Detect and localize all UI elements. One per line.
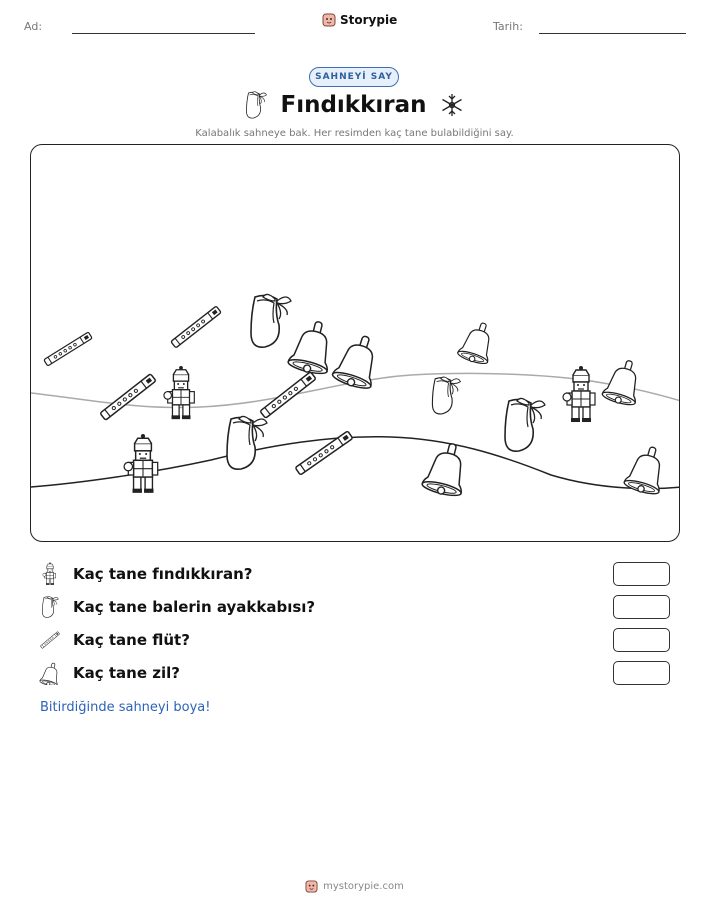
answer-box-nutcracker[interactable] [613,562,670,586]
shoe-4 [505,398,545,451]
question-text: Kaç tane zil? [73,664,180,682]
counting-scene [30,144,680,542]
footer [0,880,709,893]
bell-1 [287,317,338,377]
brand-logo [322,13,397,27]
bell-3 [456,318,498,366]
bell-2 [331,330,385,391]
page-title: Fındıkkıran [280,92,427,118]
nutcracker-3 [563,366,595,422]
flute-icon [38,628,62,652]
date-label: Tarih: [493,20,523,33]
flute-3 [100,374,156,420]
scene-artwork [31,145,680,542]
bell-4 [601,356,646,407]
bell-icon [38,661,62,685]
nutcracker-icon [38,562,62,586]
answer-box-ballet-shoe[interactable] [613,595,670,619]
shoe-2 [227,416,267,469]
nutcracker-2 [124,434,158,493]
title-row [0,90,709,120]
storypie-logo-icon [322,13,336,27]
answer-box-bell[interactable] [613,661,670,685]
shoe-3 [432,377,460,414]
footer-site: mystorypie.com [323,881,404,892]
question-ballet-shoe [38,595,678,619]
bell-5 [421,439,472,499]
activity-badge: SAHNEYİ SAY [309,67,399,87]
storypie-logo-icon [305,880,318,893]
question-nutcracker [38,562,678,586]
question-text: Kaç tane balerin ayakkabısı? [73,598,316,616]
brand-name: Storypie [340,13,398,27]
answer-box-flute[interactable] [613,628,670,652]
name-label: Ad: [24,20,43,33]
question-text: Kaç tane fındıkkıran? [73,565,253,583]
ballet-shoe-icon [38,595,62,619]
shoe-1 [251,294,291,347]
question-text: Kaç tane flüt? [73,631,190,649]
question-bell [38,661,678,685]
flute-5 [295,431,353,475]
flute-1 [44,332,92,366]
question-flute [38,628,678,652]
closing-instruction: Bitirdiğinde sahneyi boya! [40,700,211,715]
flute-4 [260,372,316,418]
flute-2 [171,306,221,348]
snowflake-icon [439,92,465,118]
date-line[interactable] [539,33,686,34]
ballet-shoe-icon [244,90,268,120]
name-line[interactable] [72,33,255,34]
nutcracker-1 [164,366,194,419]
instructions: Kalabalık sahneye bak. Her resimden kaç tane bulabildiğini say. [195,128,514,139]
